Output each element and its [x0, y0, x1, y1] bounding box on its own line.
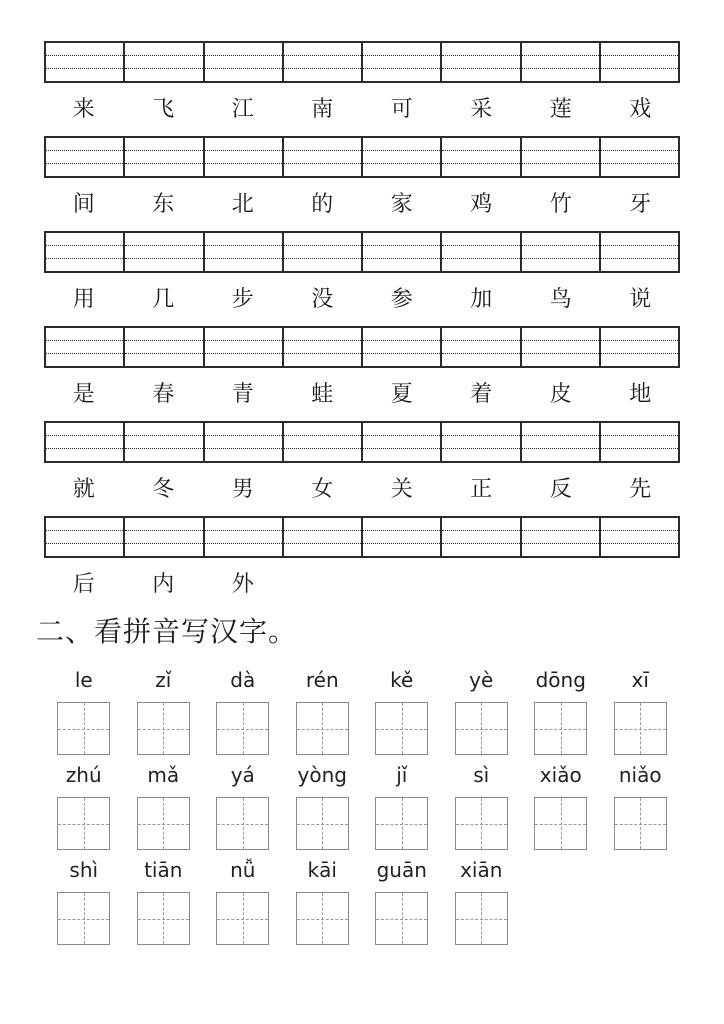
grid-cell[interactable]	[361, 518, 440, 556]
grid-cell[interactable]	[46, 43, 123, 81]
pinyin-writing-grid[interactable]	[44, 231, 680, 273]
character: 青	[231, 382, 254, 407]
pinyin-item	[362, 762, 442, 850]
grid-cell[interactable]	[599, 518, 678, 556]
grid-cell[interactable]	[282, 328, 361, 366]
character: 说	[629, 287, 652, 312]
tianzige-box[interactable]	[137, 702, 190, 755]
grid-cell[interactable]	[440, 43, 519, 81]
tianzige-box[interactable]	[534, 702, 587, 755]
tianzige-box[interactable]	[614, 797, 667, 850]
character: 鸡	[470, 192, 493, 217]
pinyin-label: nǚ	[230, 858, 256, 882]
pinyin-writing-grid[interactable]	[44, 136, 680, 178]
pinyin-item	[44, 762, 124, 850]
pinyin-item	[442, 762, 522, 850]
grid-cell[interactable]	[203, 518, 282, 556]
character: 北	[231, 192, 254, 217]
character: 冬	[152, 477, 175, 502]
character: 飞	[152, 97, 175, 122]
grid-cell[interactable]	[123, 328, 202, 366]
grid-cell[interactable]	[599, 233, 678, 271]
grid-cell[interactable]	[203, 328, 282, 366]
pinyin-label: yá	[230, 763, 255, 787]
character: 男	[231, 477, 254, 502]
character: 内	[152, 572, 175, 597]
grid-cell[interactable]	[520, 233, 599, 271]
character: 反	[549, 477, 572, 502]
tianzige-box[interactable]	[57, 702, 110, 755]
pinyin-row	[44, 667, 680, 755]
pinyin-label: sì	[473, 763, 490, 787]
grid-cell[interactable]	[46, 138, 123, 176]
grid-cell[interactable]	[599, 138, 678, 176]
character: 没	[311, 287, 334, 312]
pinyin-writing-grid[interactable]	[44, 41, 680, 83]
pinyin-label: rén	[305, 668, 339, 692]
character: 江	[231, 97, 254, 122]
pinyin-row	[44, 762, 680, 850]
grid-cell[interactable]	[520, 328, 599, 366]
pinyin-row	[44, 857, 680, 945]
pinyin-item	[442, 857, 522, 945]
character-row	[44, 569, 680, 601]
character: 来	[72, 97, 95, 122]
character: 采	[470, 97, 493, 122]
grid-cell[interactable]	[282, 43, 361, 81]
grid-cell[interactable]	[123, 423, 202, 461]
character: 可	[390, 97, 413, 122]
grid-cell[interactable]	[599, 423, 678, 461]
tianzige-box[interactable]	[455, 892, 508, 945]
tianzige-box[interactable]	[296, 892, 349, 945]
grid-cell[interactable]	[123, 233, 202, 271]
pinyin-item	[203, 857, 283, 945]
grid-cell[interactable]	[440, 233, 519, 271]
grid-cell[interactable]	[361, 233, 440, 271]
character: 加	[470, 287, 493, 312]
grid-cell[interactable]	[123, 138, 202, 176]
pinyin-label: shì	[69, 858, 99, 882]
character: 东	[152, 192, 175, 217]
character: 正	[470, 477, 493, 502]
grid-cell[interactable]	[599, 328, 678, 366]
grid-cell[interactable]	[440, 138, 519, 176]
character: 先	[629, 477, 652, 502]
grid-cell[interactable]	[203, 138, 282, 176]
character: 莲	[549, 97, 572, 122]
character: 参	[390, 287, 413, 312]
grid-cell[interactable]	[282, 423, 361, 461]
pinyin-item	[124, 762, 204, 850]
grid-cell[interactable]	[203, 43, 282, 81]
character: 关	[390, 477, 413, 502]
character: 外	[231, 572, 254, 597]
pinyin-writing-grid[interactable]	[44, 516, 680, 558]
grid-cell[interactable]	[123, 43, 202, 81]
grid-cell[interactable]	[361, 328, 440, 366]
character: 地	[629, 382, 652, 407]
tianzige-box[interactable]	[455, 797, 508, 850]
pinyin-item	[362, 667, 442, 755]
character: 家	[390, 192, 413, 217]
tianzige-box[interactable]	[375, 892, 428, 945]
pinyin-item	[44, 667, 124, 755]
character: 用	[72, 287, 95, 312]
pinyin-item	[521, 762, 601, 850]
grid-cell[interactable]	[46, 233, 123, 271]
tianzige-box[interactable]	[216, 702, 269, 755]
character-row	[44, 284, 680, 316]
pinyin-label: kě	[390, 668, 414, 692]
pinyin-item	[601, 667, 681, 755]
character: 是	[72, 382, 95, 407]
grid-cell[interactable]	[203, 423, 282, 461]
character: 牙	[629, 192, 652, 217]
pinyin-writing-grid[interactable]	[44, 326, 680, 368]
grid-cell[interactable]	[520, 423, 599, 461]
character: 戏	[629, 97, 652, 122]
character-row	[44, 94, 680, 126]
grid-cell[interactable]	[361, 423, 440, 461]
grid-cell[interactable]	[46, 328, 123, 366]
pinyin-label: xī	[631, 668, 649, 692]
grid-cell[interactable]	[361, 43, 440, 81]
character: 春	[152, 382, 175, 407]
grid-cell[interactable]	[282, 233, 361, 271]
tianzige-box[interactable]	[216, 797, 269, 850]
pinyin-item	[362, 857, 442, 945]
grid-cell[interactable]	[440, 423, 519, 461]
pinyin-item	[124, 667, 204, 755]
character: 的	[311, 192, 334, 217]
character: 蛙	[311, 382, 334, 407]
pinyin-item	[601, 762, 681, 850]
character: 步	[231, 287, 254, 312]
character: 几	[152, 287, 175, 312]
tianzige-box[interactable]	[57, 892, 110, 945]
pinyin-item	[203, 762, 283, 850]
grid-cell[interactable]	[46, 423, 123, 461]
grid-cell[interactable]	[361, 138, 440, 176]
pinyin-label: zhú	[65, 763, 102, 787]
character: 就	[72, 477, 95, 502]
character: 皮	[549, 382, 572, 407]
character: 女	[311, 477, 334, 502]
pinyin-writing-grid[interactable]	[44, 421, 680, 463]
tianzige-box[interactable]	[375, 702, 428, 755]
character-row	[44, 379, 680, 411]
character-row	[44, 189, 680, 221]
tianzige-box[interactable]	[216, 892, 269, 945]
tianzige-box[interactable]	[137, 797, 190, 850]
pinyin-item	[203, 667, 283, 755]
grid-cell[interactable]	[282, 138, 361, 176]
grid-cell[interactable]	[599, 43, 678, 81]
pinyin-label: mǎ	[147, 763, 180, 787]
tianzige-box[interactable]	[455, 702, 508, 755]
pinyin-item	[124, 857, 204, 945]
pinyin-label: dà	[230, 668, 256, 692]
grid-cell[interactable]	[520, 138, 599, 176]
grid-cell[interactable]	[203, 233, 282, 271]
pinyin-item	[521, 667, 601, 755]
tianzige-box[interactable]	[614, 702, 667, 755]
grid-cell[interactable]	[123, 518, 202, 556]
tianzige-box[interactable]	[375, 797, 428, 850]
section-heading: 二、看拼音写汉字。	[36, 615, 298, 648]
character: 着	[470, 382, 493, 407]
character: 夏	[390, 382, 413, 407]
grid-cell[interactable]	[440, 518, 519, 556]
pinyin-label: guān	[376, 858, 427, 882]
pinyin-label: zǐ	[155, 668, 172, 692]
grid-cell[interactable]	[46, 518, 123, 556]
grid-cell[interactable]	[440, 328, 519, 366]
pinyin-label: xiān	[460, 858, 503, 882]
character: 间	[72, 192, 95, 217]
pinyin-label: le	[74, 668, 93, 692]
character: 竹	[549, 192, 572, 217]
pinyin-label: niǎo	[618, 763, 662, 787]
tianzige-box[interactable]	[137, 892, 190, 945]
pinyin-label: tiān	[144, 858, 183, 882]
pinyin-label: xiǎo	[539, 763, 582, 787]
tianzige-box[interactable]	[57, 797, 110, 850]
tianzige-box[interactable]	[534, 797, 587, 850]
character: 鸟	[549, 287, 572, 312]
pinyin-item	[283, 667, 363, 755]
grid-cell[interactable]	[520, 518, 599, 556]
pinyin-label: jǐ	[396, 763, 408, 787]
pinyin-label: dōng	[535, 668, 586, 692]
pinyin-label: yòng	[297, 763, 347, 787]
character-row	[44, 474, 680, 506]
tianzige-box[interactable]	[296, 702, 349, 755]
tianzige-box[interactable]	[296, 797, 349, 850]
character: 南	[311, 97, 334, 122]
pinyin-item	[283, 857, 363, 945]
pinyin-item	[442, 667, 522, 755]
pinyin-label: yè	[469, 668, 494, 692]
grid-cell[interactable]	[282, 518, 361, 556]
pinyin-label: kāi	[307, 858, 337, 882]
pinyin-item	[283, 762, 363, 850]
character: 后	[72, 572, 95, 597]
pinyin-item	[44, 857, 124, 945]
grid-cell[interactable]	[520, 43, 599, 81]
